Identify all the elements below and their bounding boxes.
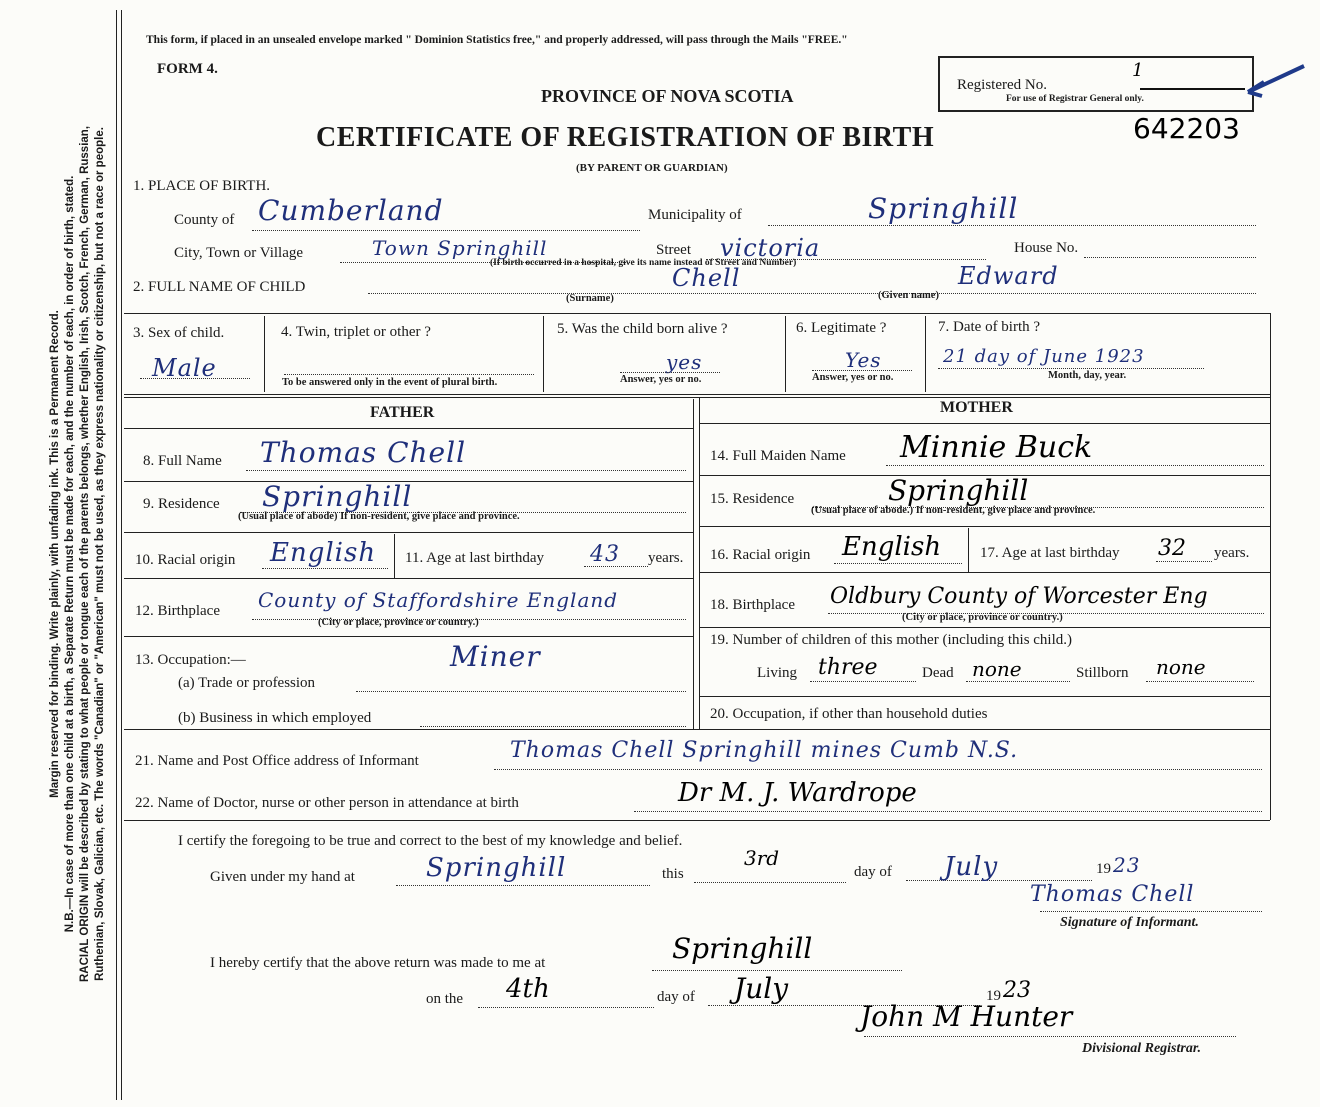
rule-f-1 xyxy=(124,428,693,429)
given-place: Springhill xyxy=(426,853,567,883)
father-name: Thomas Chell xyxy=(260,436,467,469)
rule-m-4 xyxy=(699,572,1270,573)
mother-heading: MOTHER xyxy=(940,399,1013,416)
margin-instructions xyxy=(28,0,128,1107)
dob-label: 7. Date of birth ? xyxy=(938,319,1041,335)
certificate-subtitle: (BY PARENT OR GUARDIAN) xyxy=(576,162,728,174)
rule-f-3 xyxy=(124,532,693,533)
rule-v1 xyxy=(264,316,265,392)
rule-v3 xyxy=(785,316,786,392)
father-res: Springhill xyxy=(262,480,413,513)
rule-v4 xyxy=(925,316,926,392)
dead-line xyxy=(966,681,1070,682)
registered-strike xyxy=(1140,62,1245,90)
twin-note: To be answered only in the event of plural birth. xyxy=(282,377,498,388)
county-label: County of xyxy=(174,212,235,228)
alive-value: yes xyxy=(666,350,703,374)
county-value: Cumberland xyxy=(258,194,444,227)
registered-value: 1 xyxy=(1132,60,1144,81)
mother-res: Springhill xyxy=(888,474,1029,507)
house-label: House No. xyxy=(1014,240,1079,256)
rule-mother-left xyxy=(699,397,700,729)
father-age-label: 11. Age at last birthday xyxy=(405,550,544,566)
father-race-label: 10. Racial origin xyxy=(135,552,236,568)
reg-day-of: day of xyxy=(657,989,695,1005)
registrar-signature: John M Hunter xyxy=(860,1000,1073,1033)
alive-label: 5. Was the child born alive ? xyxy=(557,321,728,337)
registered-label: Registered No. xyxy=(957,77,1047,93)
still-line xyxy=(1146,681,1254,682)
father-race: English xyxy=(270,538,377,568)
alive-note: Answer, yes or no. xyxy=(620,374,702,385)
father-business-line xyxy=(420,726,686,727)
mother-birth-label: 18. Birthplace xyxy=(710,597,795,613)
mother-res-label: 15. Residence xyxy=(710,491,795,507)
dead-label: Dead xyxy=(922,665,954,681)
mother-birthplace: Oldbury County of Worcester Eng xyxy=(830,584,1208,609)
margin-rule-1 xyxy=(116,10,117,1100)
living-line xyxy=(810,681,916,682)
street-label: Street xyxy=(656,242,691,258)
father-res-label: 9. Residence xyxy=(143,496,220,512)
signature-label: Signature of Informant. xyxy=(1060,915,1199,930)
twin-line xyxy=(284,374,534,375)
form-number: FORM 4. xyxy=(157,61,218,77)
municipality-label: Municipality of xyxy=(648,207,742,223)
certify-text: I certify the foregoing to be true and correct to the best of my knowledge and belief. xyxy=(178,833,683,849)
mother-name-line xyxy=(886,465,1264,466)
registrar-line xyxy=(864,1036,1236,1037)
doctor-value: Dr M. J. Wardrope xyxy=(678,778,917,808)
father-years: years. xyxy=(648,550,684,566)
mother-name: Minnie Buck xyxy=(900,430,1093,465)
rule-f-age xyxy=(394,534,395,578)
this-label: this xyxy=(662,866,684,882)
dead-value: none xyxy=(972,657,1022,681)
rule-parents-bottom xyxy=(124,729,1270,730)
province-title: PROVINCE OF NOVA SCOTIA xyxy=(541,86,794,106)
rule-m-age xyxy=(968,528,969,572)
street-value: victoria xyxy=(720,234,821,262)
legit-value: Yes xyxy=(845,348,882,372)
arrow-icon xyxy=(1244,56,1320,104)
informant-value: Thomas Chell Springhill mines Cumb N.S. xyxy=(510,738,1019,763)
father-res-note: (Usual place of abode) If non-resident, give place and province. xyxy=(238,511,520,522)
informant-label: 21. Name and Post Office address of Informant xyxy=(135,753,419,769)
dob-value: 21 day of June 1923 xyxy=(943,346,1145,367)
hospital-note: (If birth occurred in a hospital, give its name instead of Street and Number) xyxy=(490,258,797,268)
given-label: (Given name) xyxy=(878,290,939,301)
father-birth-note: (City or place, province or country.) xyxy=(318,617,479,628)
mother-occ-label: 20. Occupation, if other than household duties xyxy=(710,706,988,722)
mother-age: 32 xyxy=(1158,536,1186,561)
signature-line xyxy=(1040,911,1262,912)
county-line xyxy=(252,230,640,231)
informant-line xyxy=(494,769,1262,770)
father-trade: Miner xyxy=(450,640,541,673)
child-name-line xyxy=(368,293,1256,294)
doctor-label: 22. Name of Doctor, nurse or other person in attendance at birth xyxy=(135,795,519,811)
surname-label: (Surname) xyxy=(566,293,614,304)
mother-race: English xyxy=(842,532,942,562)
reg-year: 23 xyxy=(1003,978,1031,1003)
twin-label: 4. Twin, triplet or other ? xyxy=(281,324,431,340)
mother-age-line xyxy=(1156,561,1212,562)
mother-years: years. xyxy=(1214,545,1250,561)
margin-line-3: RACIAL ORIGIN will be described by stating to what people or tongue each of the parents belongs, whether English, Irish, Scotch, French, German, Russian, xyxy=(79,125,91,982)
city-value: Town Springhill xyxy=(372,236,548,260)
father-race-line xyxy=(262,568,388,569)
father-age: 43 xyxy=(590,542,620,567)
legit-label: 6. Legitimate ? xyxy=(796,320,887,336)
reg-month: July xyxy=(734,972,789,1005)
rule-f-5 xyxy=(124,636,693,637)
rule-m-3 xyxy=(699,526,1270,527)
rule-m-6 xyxy=(699,696,1270,697)
municipality-line xyxy=(768,225,1256,226)
month-line xyxy=(906,880,1092,881)
year-value: 23 xyxy=(1113,853,1141,877)
rule-f-4 xyxy=(124,578,693,579)
father-trade-label: (a) Trade or profession xyxy=(178,675,316,691)
rule-right-edge xyxy=(1270,313,1271,820)
sex-label: 3. Sex of child. xyxy=(133,325,225,341)
mother-race-line xyxy=(834,563,962,564)
day-of-label: day of xyxy=(854,864,892,880)
margin-rule-2 xyxy=(121,10,122,1100)
child-name-label: 2. FULL NAME OF CHILD xyxy=(133,279,306,295)
reg-day: 4th xyxy=(506,974,550,1004)
mother-birth-note: (City or place, province or country.) xyxy=(902,612,1063,623)
this-line xyxy=(694,882,846,883)
mother-name-label: 14. Full Maiden Name xyxy=(710,448,846,464)
city-label: City, Town or Village xyxy=(174,245,304,261)
legit-line xyxy=(812,370,912,371)
registrar-label: Divisional Registrar. xyxy=(1082,1041,1202,1056)
dob-line xyxy=(938,368,1204,369)
child-given: Edward xyxy=(958,262,1059,290)
father-business-label: (b) Business in which employed xyxy=(178,710,372,726)
margin-line-1: Margin reserved for binding. Write plainly, with unfading ink. This is a Permanent Record. xyxy=(49,309,61,798)
rule-m-5 xyxy=(699,627,1270,628)
mother-race-label: 16. Racial origin xyxy=(710,547,811,563)
still-label: Stillborn xyxy=(1076,665,1129,681)
rule-father-right xyxy=(693,399,694,729)
place-section: 1. PLACE OF BIRTH. xyxy=(133,178,271,194)
year-prefix: 19 xyxy=(1096,861,1111,877)
rule-m-1 xyxy=(699,423,1270,424)
father-occ-label: 13. Occupation:— xyxy=(135,652,246,668)
registered-note: For use of Registrar General only. xyxy=(1006,94,1144,104)
sex-line xyxy=(140,378,250,379)
reg-day-line xyxy=(478,1007,654,1008)
stamp-number: 642203 xyxy=(1133,112,1240,145)
mother-children-label: 19. Number of children of this mother (including this child.) xyxy=(710,632,1073,648)
alive-line xyxy=(620,372,720,373)
given-place-line xyxy=(396,885,650,886)
registrar-text: I hereby certify that the above return was made to me at xyxy=(210,955,546,971)
living-label: Living xyxy=(757,665,797,681)
father-heading: FATHER xyxy=(370,404,435,421)
reg-place: Springhill xyxy=(672,932,813,965)
municipality-value: Springhill xyxy=(868,192,1019,225)
sex-value: Male xyxy=(152,354,217,382)
reg-year-prefix: 19 xyxy=(986,988,1001,1004)
doctor-line xyxy=(634,811,1262,812)
dob-note: Month, day, year. xyxy=(1048,370,1127,381)
rule-parents-top xyxy=(124,394,1270,395)
on-the-label: on the xyxy=(426,991,464,1007)
living-value: three xyxy=(818,655,878,680)
father-trade-line xyxy=(356,691,686,692)
month-value: July xyxy=(944,852,999,882)
house-line xyxy=(1084,257,1256,258)
father-birth-label: 12. Birthplace xyxy=(135,603,220,619)
margin-line-2: N.B.—In case of more than one child at a birth, a Separate Return must be made for each, and the number of each, in order of birth, stated. xyxy=(64,175,76,932)
still-value: none xyxy=(1156,655,1206,679)
this-day: 3rd xyxy=(744,846,780,870)
reg-place-line xyxy=(652,970,902,971)
child-surname: Chell xyxy=(672,264,741,292)
mother-res-note: (Usual place of abode.) If non-resident, give place and province. xyxy=(811,505,1096,516)
rule-parents-top-2 xyxy=(124,397,1270,398)
mail-notice: This form, if placed in an unsealed envelope marked " Dominion Statistics free," and properly addressed, will pass through the Mails "FREE." xyxy=(146,34,848,46)
rule-certify-top xyxy=(124,820,1270,821)
certificate-title: CERTIFICATE OF REGISTRATION OF BIRTH xyxy=(316,122,935,153)
rule-v2 xyxy=(543,316,544,392)
father-name-label: 8. Full Name xyxy=(143,453,222,469)
legit-note: Answer, yes or no. xyxy=(812,372,894,383)
mother-age-label: 17. Age at last birthday xyxy=(980,545,1120,561)
given-label: Given under my hand at xyxy=(210,869,355,885)
rule-row3-top xyxy=(124,313,1270,314)
informant-signature: Thomas Chell xyxy=(1030,882,1195,907)
margin-line-4: Ruthenian, Slovak, Galician, etc. The words "Canadian" or "American" must not be used, as they express nationality or citizenship, but not a race or people. xyxy=(94,126,106,981)
father-birthplace: County of Staffordshire England xyxy=(258,588,619,612)
father-name-line xyxy=(246,470,686,471)
